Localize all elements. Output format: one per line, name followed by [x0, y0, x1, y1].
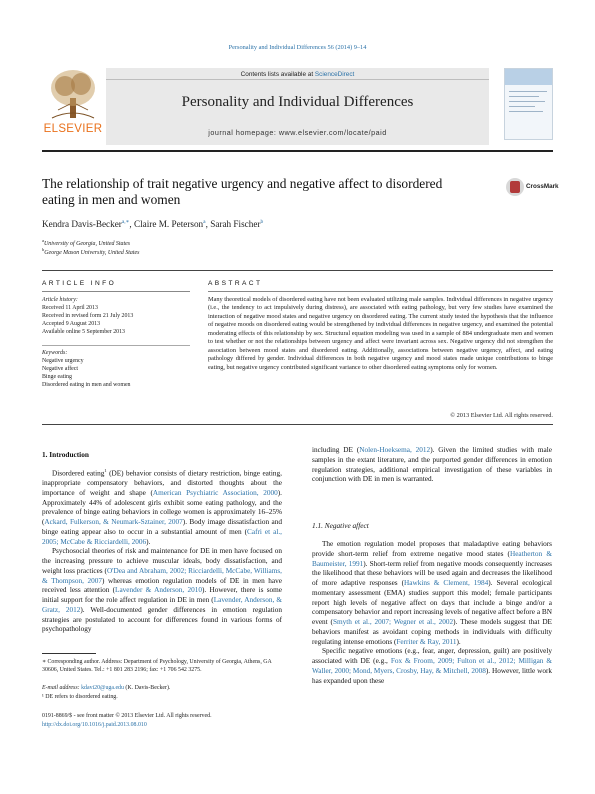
contents-line	[106, 71, 489, 78]
keywords	[42, 349, 192, 389]
citation-link[interactable]: O'Dea and Abraham, 2002; Ricciardelli, McCabe, Williams, & Thompson, 2007	[42, 566, 282, 585]
citation-link[interactable]: American Psychiatric Association, 2000	[152, 488, 278, 497]
affiliation	[42, 247, 139, 256]
cover-line	[509, 96, 539, 97]
author-marks[interactable]: a	[203, 219, 206, 225]
keyword: Binge eating	[42, 374, 72, 381]
homepage-prefix: journal homepage:	[208, 128, 279, 137]
affiliation-text: George Mason University, United States	[44, 249, 140, 256]
citation-link[interactable]: Fox & Froom, 2009; Fulton et al., 2012; Milligan & Waller, 2000; Mond, Myers, Crosby, Hay, & Mitchell, 2008	[312, 657, 553, 675]
paragraph: including DE (Nolen-Hoeksema, 2012). Given the limited studies with male samples in the extant literature, and the purported gender differences in emotion regulation strategies, additional empirical investigation of these variables in conjunction with DE in men is warranted.	[312, 446, 552, 484]
cover-line	[509, 101, 545, 102]
author-name[interactable]: Kendra Davis-Becker	[42, 219, 122, 230]
citation-link[interactable]: Smyth et al., 2007; Wegner et al., 2002	[332, 618, 454, 626]
abstract-copyright: © 2013 Elsevier Ltd. All rights reserved.	[450, 412, 553, 419]
author-name[interactable]: Sarah Fischer	[210, 219, 261, 230]
article-title: The relationship of trait negative urgency and negative affect to disordered eating in men and women	[42, 176, 443, 207]
abstract-end-rule	[42, 424, 553, 425]
abstract-rule	[208, 291, 553, 292]
citation-link[interactable]: Hawkins & Clement, 1984	[404, 579, 489, 587]
homepage-url[interactable]: www.elsevier.com/locate/paid	[278, 128, 387, 137]
citation-link[interactable]: Nolen-Hoeksema, 2012	[359, 446, 431, 454]
masthead	[42, 68, 553, 146]
citation-link[interactable]: Lavender & Anderson, 2010	[115, 586, 202, 595]
info-divider	[42, 345, 190, 346]
journal-banner	[106, 68, 489, 145]
paragraph: Disordered eating$^1$ (DE) behavior consists of dietary restriction, binge eating, inappropriate compensatory behaviors, and distorted thoughts about the importance of weight and shape (American Psychiatric Association, 2000). Approximately 44% of adolescent girls exhibit some eating pathology, and the prevalence of binge eating behaviors in college women is approximately 16–25% (Ackard, Fulkerson, & Neumark-Sztainer, 2007). Body image dissatisfaction and binge eating appear also to occur in a substantial amount of men (Cafri et al., 2005; McCabe & Ricciardelli, 2006).	[42, 468, 282, 546]
banner-divider	[106, 79, 489, 80]
body-column-right	[312, 446, 552, 485]
paragraph: Specific negative emotions (e.g., fear, anger, depression, guilt) are positively associated with DE (e.g., Fox & Froom, 2009; Fulton et al., 2012; Milligan & Waller, 2000; Mond, Myers, Crosby, Hay, & Mitchell, 2008). However, little work has expanded upon these	[312, 647, 553, 685]
negative-affect-heading: 1.1. Negative affect	[312, 521, 369, 530]
affiliation-mark: a	[42, 238, 44, 243]
elsevier-logo[interactable]	[42, 68, 104, 140]
affiliation-text: University of Georgia, United States	[44, 240, 131, 247]
keyword: Negative urgency	[42, 358, 84, 365]
abstract-text: Many theoretical models of disordered eating have not been evaluated utilizing male samples. Individual differences in negative urgency (i.e., the tendency to act impulsively during distress), are associated with eating pathology, but very few studies have examined the interaction of negative mood states and negative urgency on disordered eating. The current study tested the hypothesis that the influence of negative moods on disordered eating would be strengthened by individual differences in negative urgency, and examined the potential moderating effects of this relationship by sex. Structural equation modeling was used in a sample of 884 undergraduate men and women to test whether or not the relationships between urgency and affect were invariant across sex. Negative urgency did not strengthen the association between mood states and disordered eating. Additionally, associations between negative urgency, affect, and eating pathology differed by gender. Individual differences in both negative urgency and mood states made unique contributions to binge eating, but negative urgency contributed significant variance to other disordered eating symptoms only for women.	[208, 296, 553, 371]
footnote-1: ¹ DE refers to disordered eating.	[42, 694, 118, 700]
citation-link[interactable]: Lavender, Anderson, & Gratz, 2012	[42, 596, 282, 614]
header-rule	[42, 150, 553, 152]
journal-homepage	[106, 128, 489, 137]
doi-link[interactable]: http://dx.doi.org/10.1016/j.paid.2013.08.010	[42, 722, 147, 728]
section-rule	[42, 270, 553, 271]
abstract-heading: ABSTRACT	[208, 280, 263, 287]
publisher-name: ELSEVIER	[43, 123, 103, 135]
issn-line: 0191-8869/$ - see front matter © 2013 Elsevier Ltd. All rights reserved.	[42, 713, 212, 719]
keywords-label: Keywords:	[42, 350, 68, 356]
journal-citation[interactable]: Personality and Individual Differences 56 (2014) 9–14	[228, 44, 367, 51]
citation-link[interactable]: Ferriter & Ray, 2011	[396, 637, 457, 646]
sciencedirect-link[interactable]: ScienceDirect	[314, 71, 355, 78]
journal-title[interactable]: Personality and Individual Differences	[181, 94, 414, 110]
citation-link[interactable]: Ackard, Fulkerson, & Neumark-Sztainer, 2007	[44, 518, 183, 527]
citation-link[interactable]: Heatherton & Baumeister, 1991	[312, 549, 552, 568]
journal-cover-thumbnail[interactable]	[504, 68, 553, 140]
article-history	[42, 296, 192, 336]
affiliation-mark: b	[42, 247, 45, 252]
keyword: Negative affect	[42, 366, 79, 373]
author-name[interactable]: Claire M. Peterson	[134, 219, 204, 230]
crossmark-icon	[506, 178, 524, 196]
body-column-left	[42, 466, 282, 635]
email-suffix: (K. Davis-Becker).	[123, 685, 171, 691]
citation-link[interactable]: Cafri et al., 2005; McCabe & Ricciardelli, 2006	[42, 527, 282, 546]
paragraph: The emotion regulation model proposes that maladaptive eating behaviors provide short-term relief from extreme negative mood states (Heatherton & Baumeister, 1991). Short-term relief from negative moods consequently increases the likelihood that these behaviors will be used again and decreases the likelihood of more adaptive responses (Hawkins & Clement, 1984). Several ecological momentary assessment (EMA) studies support this model; female participants report high levels of negative affect on days that include a binge and/or a compensatory behavior and report increasing levels of negative affect before a BN event (Smyth et al., 2007; Wegner et al., 2002). These models suggest that DE behaviors manifest as avoidant coping methods in individuals with difficulty regulating intense emotions (Ferriter & Ray, 2011).	[312, 540, 552, 646]
crossmark-badge[interactable]	[506, 178, 558, 200]
history-item: Accepted 9 August 2013	[42, 321, 101, 328]
history-item: Available online 5 September 2013	[42, 329, 125, 336]
history-label: Article history:	[42, 297, 78, 303]
elsevier-tree-icon	[48, 68, 98, 120]
paragraph: Psychosocial theories of risk and maintenance for DE in men have focused on the increasing pressure to achieve muscular ideals, body dissatisfaction, and weight loss practices (O'Dea and Abraham, 2002; Ricciardelli, McCabe, Williams, & Thompson, 2007) whereas emotion regulation models of DE in men have received less attention (Lavender & Anderson, 2010). However, there is some initial support for the role affect regulation in DE in men (Lavender, Anderson, & Gratz, 2012). Well-documented gender differences in emotion regulation strategies are postulated to account for differences found in various forms of psychopathology	[42, 547, 282, 634]
history-item: Received in revised form 21 July 2013	[42, 313, 134, 320]
affiliation	[42, 238, 130, 247]
keyword: Disordered eating in men and women	[42, 382, 131, 389]
cover-band	[505, 69, 552, 85]
body-column-right-cont	[312, 540, 552, 686]
introduction-heading: 1. Introduction	[42, 450, 89, 459]
crossmark-label: CrossMark	[526, 183, 559, 190]
cover-line	[509, 91, 547, 92]
cover-line	[509, 111, 543, 112]
contents-prefix: Contents lists available at	[240, 71, 315, 78]
history-item: Received 11 April 2013	[42, 305, 98, 312]
email-label: E-mail address:	[42, 685, 82, 691]
footnote-rule	[42, 653, 96, 654]
author-list: Kendra Davis-Becker$^{a,∗}$, Claire M. Peterson$^a$, Sarah Fischer$^b$	[42, 219, 264, 230]
email-link[interactable]: kdavi20@uga.edu	[81, 685, 124, 691]
author-marks[interactable]: b	[260, 219, 264, 225]
article-info-heading: ARTICLE INFO	[42, 280, 117, 287]
author-marks[interactable]: a,∗	[121, 219, 130, 225]
cover-line	[509, 106, 535, 107]
info-rule	[42, 291, 190, 292]
email-note	[42, 684, 282, 692]
corresponding-author-note: ∗ Corresponding author. Address: Department of Psychology, University of Georgia, Athens, GA 30606, United States. Tel.: +1 801 283 2196; fax: +1 706 542 3275.	[42, 659, 272, 673]
footnote-ref[interactable]: 1	[104, 468, 107, 473]
